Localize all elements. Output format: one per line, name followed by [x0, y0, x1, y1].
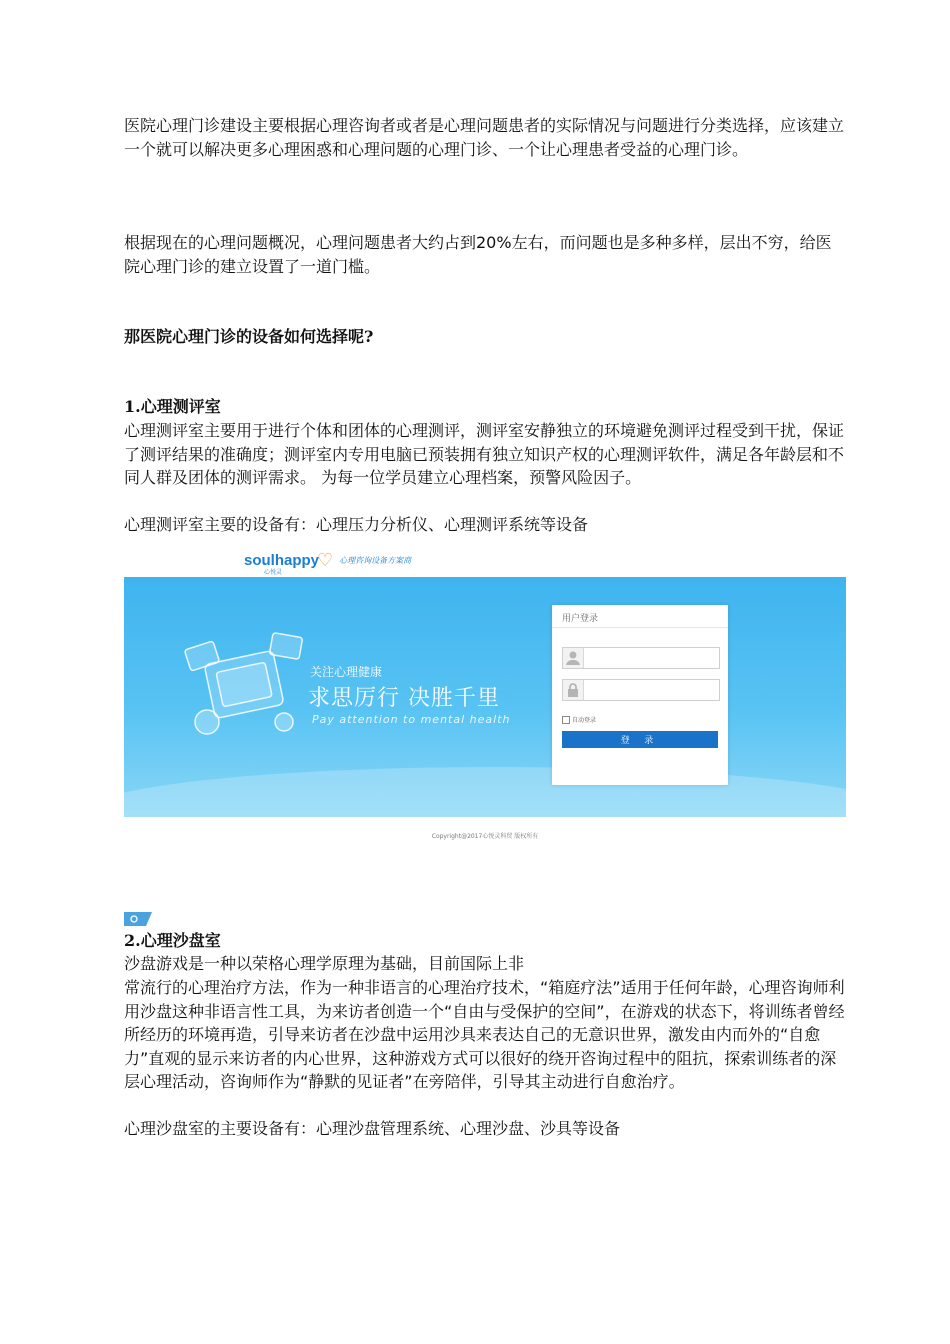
copyright-text: Copyright@2017心悦灵科贸 版权所有: [431, 833, 539, 840]
section2-body-line1: 沙盘游戏是一种以荣格心理学原理为基础，目前国际上非: [124, 954, 525, 973]
brand-name: soulhappy: [244, 551, 320, 569]
checkbox-icon[interactable]: [562, 716, 570, 724]
section-tag-icon: [124, 912, 152, 926]
lock-icon: [563, 680, 584, 700]
slogan-small: 关注心理健康: [310, 665, 383, 679]
section1-title: 1.心理测评室: [124, 397, 221, 416]
soulhappy-logo: [244, 545, 411, 575]
auto-login-label: 自动登录: [572, 717, 597, 724]
tablet-illustration-icon: [179, 627, 309, 747]
intro-paragraph-1: 医院心理门诊建设主要根据心理咨询者或者是心理问题患者的实际情况与问题进行分类选择，应该建立一个就可以解决更多心理困惑和心理问题的心理门诊、一个让心理患者受益的心理门诊。: [124, 116, 845, 159]
auto-login-checkbox[interactable]: [562, 715, 596, 724]
banner-wave: [124, 767, 846, 817]
slogan-big: 求思厉行 决胜千里: [308, 686, 500, 711]
slogan-english: Pay attention to mental health: [312, 713, 511, 726]
section2-equipment: 心理沙盘室的主要设备有：心理沙盘管理系统、心理沙盘、沙具等设备: [124, 1119, 621, 1138]
intro-paragraph-2: 根据现在的心理问题概况，心理问题患者大约占到20%左右，而问题也是多种多样，层出不穷，给医院心理门诊的建立设置了一道门槛。: [124, 233, 832, 276]
section2-title: 2.心理沙盘室: [124, 931, 221, 950]
software-login-screenshot: [124, 541, 846, 851]
brand-subtitle: 心悦灵: [264, 569, 283, 576]
user-icon: [563, 648, 584, 668]
username-input[interactable]: [585, 649, 719, 667]
heart-icon: ♡: [317, 549, 334, 571]
password-input[interactable]: [585, 681, 719, 699]
login-divider: [552, 627, 728, 628]
section1-equipment: 心理测评室主要的设备有：心理压力分析仪、心理测评系统等设备: [124, 515, 589, 534]
section1-body: 心理测评室主要用于进行个体和团体的心理测评，测评室安静独立的环境避免测评过程受到干扰，保证了测评结果的准确度；测评室内专用电脑已预装拥有独立知识产权的心理测评软件，满足各年龄层和不同人群及团体的测评需求。 为每一位学员建立心理档案，预警风险因子。: [124, 421, 845, 487]
login-title: 用户登录: [562, 614, 599, 624]
username-field[interactable]: [562, 647, 720, 669]
equipment-question-heading: 那医院心理门诊的设备如何选择呢?: [124, 327, 374, 346]
login-panel: [552, 605, 728, 785]
section2-body: 常流行的心理治疗方法，作为一种非语言的心理治疗技术，“箱庭疗法”适用于任何年龄，心理咨询师利用沙盘这种非语言性工具，为来访者创造一个“自由与受保护的空间”，在游戏的状态下，将训练者曾经所经历的环境再造，引导来访者在沙盘中运用沙具来表达自己的无意识世界，激发由内而外的“自愈力”直观的显示来访者的内心世界，这种游戏方式可以很好的绕开咨询过程中的阻抗，探索训练者的深层心理活动，咨询师作为“静默的见证者”在旁陪伴，引导其主动进行自愈治疗。: [124, 978, 845, 1091]
login-banner: [124, 577, 846, 817]
brand-slogan: 心理咨询设备方案商: [339, 555, 412, 565]
password-field[interactable]: [562, 679, 720, 701]
login-button[interactable]: 登 录: [562, 731, 718, 748]
